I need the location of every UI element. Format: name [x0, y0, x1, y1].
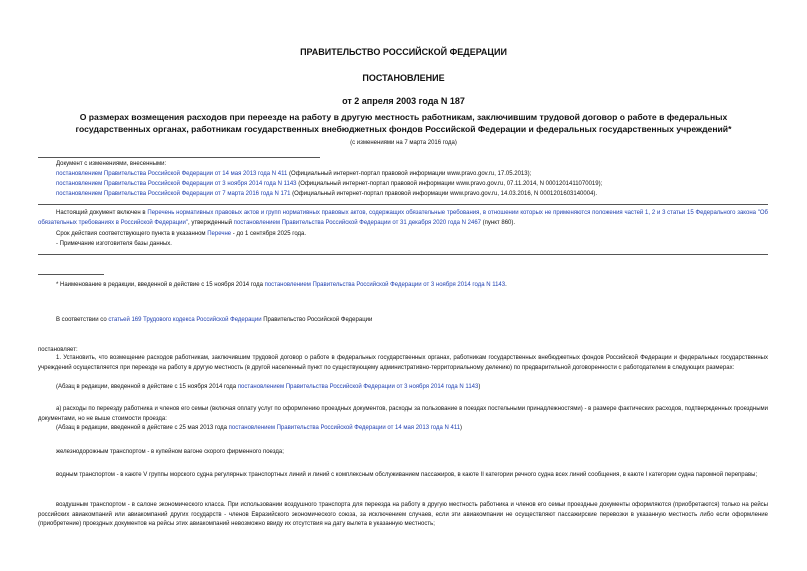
change-item — [56, 170, 531, 180]
change-link[interactable]: постановлением Правительства Российской Федерации от 7 марта 2016 года N 171 — [56, 191, 291, 197]
notice-term-link[interactable]: Перечне — [207, 231, 232, 237]
government-heading: ПРАВИТЕЛЬСТВО РОССИЙСКОЙ ФЕДЕРАЦИИ — [300, 47, 507, 57]
change-item — [56, 180, 602, 190]
divider — [38, 254, 768, 255]
notice-decree-link[interactable]: постановлением Правительства Российской Федерации от 31 декабря 2020 года N 2467 — [233, 219, 482, 226]
footnote: * Наименование в редакции, введенной в действие с 15 ноября 2014 года постановлением Правительства Российской Федерации от 3 ноября 2014 года N 1143. — [56, 282, 507, 288]
change-item — [56, 190, 597, 200]
labor-code-link[interactable]: статьей 169 Трудового кодекса Российской Федерации — [108, 317, 262, 323]
document-date-number: от 2 апреля 2003 года N 187 — [342, 96, 465, 106]
footnote-link[interactable]: постановлением Правительства Российской Федерации от 3 ноября 2014 года N 1143 — [264, 282, 506, 288]
edition-link-1[interactable]: постановлением Правительства Российской Федерации от 3 ноября 2014 года N 1143 — [237, 384, 479, 390]
clause-1: 1. Установить, что возмещение расходов работникам, заключившим трудовой договор о работе в федеральных государственных органах, работникам государственных внебюджетных фондов Российской Федерации и федеральных государственных учреждений осуществляется при переезде на работу в другую местность (в другой населенный пункт по существующему административно-территориальному делению) по предварительной договоренности с работодателем в следующих размерах: — [38, 355, 768, 371]
notice-paragraph: Настоящий документ включен в Перечень нормативных правовых актов и групп нормативных правовых актов, содержащих обязательные требования, в отношении которых не применяются положения частей 1, 2 и 3 статьи 15 Федерального закона "Об обязательных требованиях в Российской Федерации", утвержденный постановлением Правительства Российской Федерации от 31 декабря 2020 года N 2467 (пункт 860). — [38, 210, 768, 226]
edition-link-2[interactable]: постановлением Правительства Российской Федерации от 14 мая 2013 года N 411 — [228, 425, 461, 431]
document-type-heading: ПОСТАНОВЛЕНИЕ — [362, 73, 445, 83]
edition-note-1: (Абзац в редакции, введенной в действие с 15 ноября 2014 года постановлением Правительства Российской Федерации от 3 ноября 2014 года N 1143) — [56, 384, 481, 390]
rail-transport: железнодорожным транспортом - в купейном вагоне скорого фирменного поезда; — [56, 449, 284, 455]
change-note: (Официальный интернет-портал правовой информации www.pravo.gov.ru, 14.03.2016, N 0001201603140004). — [290, 191, 598, 197]
divider — [38, 204, 768, 205]
clause-a: а) расходы по переезду работника и членов его семьи (включая оплату услуг по оформлению проездных документов, расходы за пользование в поездах постельными принадлежностями) - в размере фактических расходов, подтвержденных проездными документами, но не выше стоимости проезда: — [38, 406, 768, 422]
change-note: (Официальный интернет-портал правовой информации www.pravo.gov.ru, 17.05.2013); — [287, 171, 532, 177]
notice-term: Срок действия соответствующего пункта в указанном Перечне - до 1 сентября 2025 года. — [56, 231, 307, 237]
water-transport: водным транспортом - в каюте V группы морского судна регулярных транспортных линий и линий с комплексным обслуживанием пассажиров, в каюте II категории речного судна всех линий сообщения, в каюте I категории судна паромной переправы; — [56, 472, 758, 478]
edition-note: (с изменениями на 7 марта 2016 года) — [350, 140, 457, 146]
change-link[interactable]: постановлением Правительства Российской Федерации от 3 ноября 2014 года N 1143 — [56, 181, 297, 187]
legal-basis: В соответствии со статьей 169 Трудового кодекса Российской Федерации Правительство Российской Федерации — [56, 317, 373, 323]
divider — [38, 157, 320, 158]
change-note: (Официальный интернет-портал правовой информации www.pravo.gov.ru, 07.11.2014, N 0001201411070019); — [296, 181, 603, 187]
change-link[interactable]: постановлением Правительства Российской Федерации от 14 мая 2013 года N 411 — [56, 171, 288, 177]
compiler-note: - Примечание изготовителя базы данных. — [56, 241, 172, 247]
edition-note-2: (Абзац в редакции, введенной в действие с 25 мая 2013 года постановлением Правительства Российской Федерации от 14 мая 2013 года N 411) — [56, 425, 463, 431]
changes-intro: Документ с изменениями, внесенными: — [56, 161, 167, 167]
document-title: О размерах возмещения расходов при переезде на работу в другую местность работникам, заключившим трудовой договор о работе в федеральных государственных органах, работникам государственных внебюджетных фондов Российской Федерации и федеральных государственных учреждений* — [75, 112, 732, 134]
footnote-divider — [38, 274, 104, 275]
decrees-word: постановляет: — [38, 347, 78, 353]
notice-list-link[interactable]: Перечень нормативных правовых актов и групп нормативных правовых актов, содержащих обязательные требования, в отношении которых не применяются положения частей 1, 2 и 3 статьи 15 Федерального закона "Об обязательных требованиях в Российской Федерации" — [38, 210, 768, 226]
air-transport: воздушным транспортом - в салоне экономического класса. При использовании воздушного транспорта для переезда на работу в другую местность работника и членов его семьи проездные документы оформляются (приобретаются) только на рейсы российских авиакомпаний или авиакомпаний других государств - членов Евразийского экономического союза, за исключением случаев, если эти авиакомпании не осуществляют пассажирские перевозки в указанную местность либо если оформление (приобретение) проездных документов на рейсы этих авиакомпаний невозможно ввиду их отсутствия на дату вылета в указанную местность; — [38, 502, 768, 527]
